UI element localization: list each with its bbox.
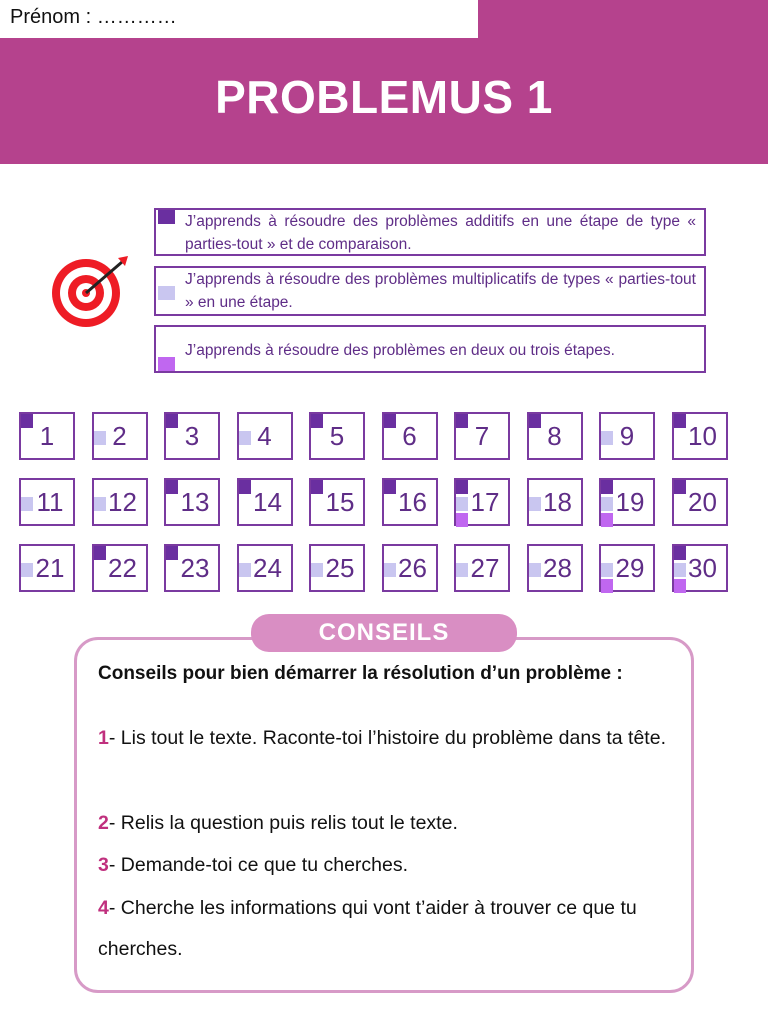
problem-number: 16	[398, 487, 427, 517]
tip-number: 2	[98, 812, 109, 834]
problem-27[interactable]	[454, 544, 510, 592]
tip-number: 4	[98, 897, 109, 919]
problem-number: 20	[688, 487, 717, 517]
tip-1	[98, 718, 668, 759]
objective-text: J’apprends à résoudre des problèmes additifs en une étape de type « parties-tout » et de comparaison.	[185, 213, 696, 253]
tip-3	[98, 845, 668, 886]
problem-3[interactable]	[164, 412, 220, 460]
problem-number: 27	[470, 553, 500, 583]
problem-18[interactable]	[527, 478, 583, 526]
tip-4	[98, 888, 668, 970]
problem-13[interactable]	[164, 478, 220, 526]
problem-21[interactable]	[19, 544, 75, 592]
problem-number: 5	[329, 421, 345, 451]
problem-17[interactable]	[454, 478, 510, 526]
problem-23[interactable]	[164, 544, 220, 592]
target-icon	[46, 252, 130, 328]
problem-number: 23	[180, 553, 210, 583]
objective-multistep	[154, 325, 706, 373]
page-title: PROBLEMUS 1	[215, 71, 553, 123]
problem-number: 6	[402, 421, 417, 451]
problem-number: 3	[184, 421, 200, 451]
problem-number: 4	[257, 421, 272, 451]
problem-number: 9	[619, 421, 635, 451]
problem-number: 17	[470, 487, 500, 517]
problem-number: 8	[547, 421, 562, 451]
problem-number: 13	[180, 487, 210, 517]
problem-number: 24	[253, 553, 282, 583]
objective-text: J’apprends à résoudre des problèmes multiplicatifs de types « parties-tout » en une étape.	[185, 271, 696, 311]
problem-14[interactable]	[237, 478, 293, 526]
problem-number: 18	[543, 487, 572, 517]
problem-29[interactable]	[599, 544, 655, 592]
problem-15[interactable]	[309, 478, 365, 526]
conseils-tab: CONSEILS	[251, 614, 517, 652]
problem-12[interactable]	[92, 478, 148, 526]
problem-number: 11	[36, 487, 64, 517]
problem-24[interactable]	[237, 544, 293, 592]
tip-number: 3	[98, 854, 109, 876]
problem-number: 30	[688, 553, 717, 583]
problem-1[interactable]	[19, 412, 75, 460]
problem-number: 26	[398, 553, 427, 583]
objective-marker	[158, 357, 175, 371]
objective-marker	[158, 286, 175, 300]
problem-number: 15	[325, 487, 355, 517]
problem-number: 25	[325, 553, 355, 583]
problem-30[interactable]	[672, 544, 728, 592]
problem-number: 29	[615, 553, 645, 583]
tip-text: - Lis tout le texte. Raconte-toi l’histoire du problème dans ta tête.	[108, 727, 666, 749]
name-box	[0, 0, 478, 38]
objective-additive	[154, 208, 706, 256]
objective-marker	[158, 210, 175, 224]
tip-number: 1	[98, 727, 109, 749]
problem-26[interactable]	[382, 544, 438, 592]
problem-number: 14	[253, 487, 282, 517]
problem-16[interactable]	[382, 478, 438, 526]
problem-grid	[19, 412, 739, 598]
problem-number: 12	[108, 487, 137, 517]
problem-number: 19	[615, 487, 645, 517]
problem-25[interactable]	[309, 544, 365, 592]
problem-4[interactable]	[237, 412, 293, 460]
problem-20[interactable]	[672, 478, 728, 526]
name-label: Prénom : …………	[10, 6, 177, 28]
problem-number: 21	[35, 553, 65, 583]
tip-text: - Cherche les informations qui vont t’aider à trouver ce que tu cherches.	[98, 897, 637, 960]
problem-19[interactable]	[599, 478, 655, 526]
problem-2[interactable]	[92, 412, 148, 460]
problem-9[interactable]	[599, 412, 655, 460]
objective-text: J’apprends à résoudre des problèmes en deux ou trois étapes.	[185, 342, 615, 359]
conseils-heading: Conseils pour bien démarrer la résolution d’un problème :	[98, 663, 623, 684]
tip-2	[98, 803, 668, 844]
objective-multiplicative	[154, 266, 706, 316]
tip-text: - Relis la question puis relis tout le texte.	[108, 812, 458, 834]
problem-number: 28	[543, 553, 572, 583]
tip-text: - Demande-toi ce que tu cherches.	[108, 854, 409, 876]
problem-8[interactable]	[527, 412, 583, 460]
problem-number: 1	[39, 421, 55, 451]
problem-6[interactable]	[382, 412, 438, 460]
problem-28[interactable]	[527, 544, 583, 592]
problem-7[interactable]	[454, 412, 510, 460]
problem-11[interactable]	[19, 478, 75, 526]
problem-22[interactable]	[92, 544, 148, 592]
problem-5[interactable]	[309, 412, 365, 460]
problem-number: 2	[112, 421, 127, 451]
problem-number: 10	[688, 421, 717, 451]
problem-number: 22	[108, 553, 137, 583]
problem-10[interactable]	[672, 412, 728, 460]
problem-number: 7	[474, 421, 490, 451]
